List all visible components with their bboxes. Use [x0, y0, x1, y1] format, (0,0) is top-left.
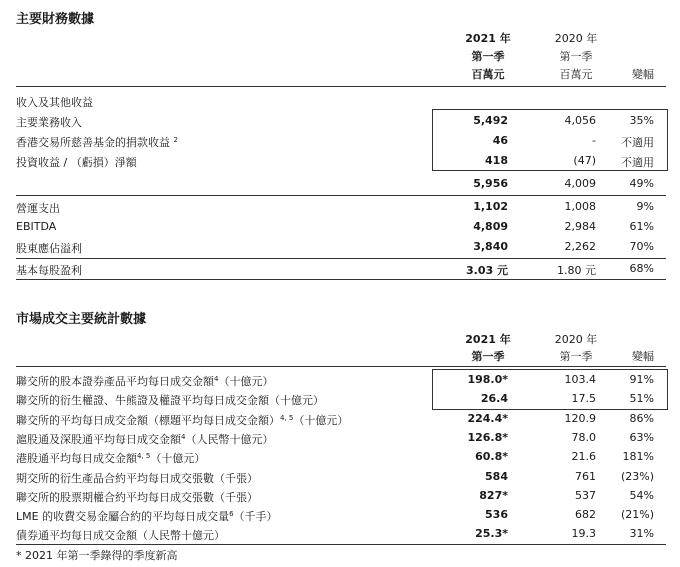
s2-row-change: (23%) — [620, 470, 654, 483]
s2-row-change: (21%) — [620, 508, 654, 521]
s2-row-2021: 224.4* — [467, 412, 508, 425]
s1-row-label: 香港交易所慈善基金的捐款收益 $^2$ — [16, 136, 178, 149]
section2-title: 市場成交主要統計數據 — [16, 312, 147, 327]
s2-row-label: 期交所的衍生產品合約平均每日成交張數（千張） — [16, 472, 258, 485]
s1-row-2021: 3,840 — [473, 240, 508, 253]
s2-row-label: 聯交所的股票期權合約平均每日成交張數（千張） — [16, 491, 258, 504]
s1-col2020-quarter: 第一季 — [559, 50, 593, 63]
footnote: * 2021 年第一季錄得的季度新高 — [16, 549, 178, 562]
s2-row-change: 54% — [629, 489, 654, 502]
s2-change-header: 變幅 — [632, 350, 654, 363]
s2-col2020-year: 2020 年 — [554, 333, 598, 346]
s2-row-2020: 120.9 — [564, 412, 596, 425]
s2-row-label: 聯交所的股本證券產品平均每日成交金額$^4$（十億元） — [16, 375, 274, 388]
s1-eps-rule-top — [16, 258, 666, 259]
s1-row-label: 營運支出 — [16, 202, 60, 215]
section1-title: 主要財務數據 — [16, 12, 95, 27]
s1-subtotal-2020: 4,009 — [564, 177, 596, 190]
s2-row-2021: 60.8* — [475, 450, 508, 463]
s1-row-change: 不適用 — [621, 156, 654, 169]
s2-row-2021: 198.0* — [467, 373, 508, 386]
s2-row-2021: 584 — [485, 470, 508, 483]
s2-row-label: 滬股通及深股通平均每日成交金額$^4$（人民幣十億元） — [16, 433, 274, 446]
s2-row-2021: 26.4 — [480, 392, 508, 405]
s1-row-change: 61% — [629, 220, 654, 233]
s2-col2020-quarter: 第一季 — [559, 350, 593, 363]
s2-row-2020: 21.6 — [571, 450, 596, 463]
s2-row-change: 86% — [629, 412, 654, 425]
s1-row-2021: 5,492 — [473, 114, 508, 127]
s1-row-change: 70% — [629, 240, 654, 253]
s2-row-2020: 17.5 — [571, 392, 596, 405]
s2-row-change: 31% — [629, 527, 654, 540]
s2-row-2020: 761 — [575, 470, 596, 483]
s1-group-label: 收入及其他收益 — [16, 96, 93, 109]
s2-row-change: 51% — [629, 392, 654, 405]
s1-row-2020: (47) — [573, 154, 596, 167]
s1-col2021-unit: 百萬元 — [471, 68, 505, 81]
s1-row-2020: 2,262 — [564, 240, 596, 253]
s2-row-label: 聯交所的平均每日成交金額（標題平均每日成交金額）$^{4, 5}$（十億元） — [16, 414, 349, 427]
s1-row-change: 35% — [629, 114, 654, 127]
s1-row-label: 投資收益 / （虧損）淨額 — [16, 156, 137, 169]
s2-row-2021: 126.8* — [467, 431, 508, 444]
s1-row-change: 不適用 — [621, 136, 654, 149]
s2-row-label: LME 的收費交易金屬合約的平均每日成交量$^6$（千手） — [16, 510, 278, 523]
s1-row-2021: 4,809 — [473, 220, 508, 233]
s2-col2021-quarter: 第一季 — [471, 350, 505, 363]
s2-row-2020: 78.0 — [571, 431, 596, 444]
s2-row-change: 181% — [622, 450, 654, 463]
s1-row-2021: 418 — [485, 154, 508, 167]
s2-row-change: 91% — [629, 373, 654, 386]
s2-row-label: 聯交所的衍生權證、牛熊證及權證平均每日成交金額（十億元） — [16, 394, 324, 407]
s1-col2020-unit: 百萬元 — [559, 68, 593, 81]
s2-row-label: 港股通平均每日成交金額$^{4, 5}$（十億元） — [16, 452, 206, 465]
s1-header-rule — [16, 86, 666, 87]
s1-row-label: 股東應佔溢利 — [16, 242, 82, 255]
s1-row-2020: 1.80 元 — [557, 264, 596, 277]
s2-row-change: 63% — [629, 431, 654, 444]
s1-row-2021: 1,102 — [473, 200, 508, 213]
s2-row-2020: 19.3 — [571, 527, 596, 540]
s2-row-label: 債券通平均每日成交金額（人民幣十億元） — [16, 529, 225, 542]
s1-row-label: EBITDA — [16, 220, 57, 233]
s2-row-2020: 537 — [575, 489, 596, 502]
s2-col2021-year: 2021 年 — [465, 333, 511, 346]
s1-col2020-year: 2020 年 — [554, 32, 598, 45]
s1-row-label: 主要業務收入 — [16, 116, 82, 129]
s2-bottom-rule — [16, 544, 666, 545]
s1-row-label: 基本每股盈利 — [16, 264, 82, 277]
s1-row-2020: - — [592, 134, 596, 147]
s1-col2021-quarter: 第一季 — [471, 50, 505, 63]
s2-row-2020: 682 — [575, 508, 596, 521]
s1-row-change: 68% — [629, 262, 654, 275]
s1-subtotal-2021: 5,956 — [473, 177, 508, 190]
s1-row-2021: 46 — [492, 134, 508, 147]
s2-row-2021: 536 — [485, 508, 508, 521]
s2-row-2021: 25.3* — [475, 527, 508, 540]
s2-row-2020: 103.4 — [564, 373, 596, 386]
s1-row-2020: 2,984 — [564, 220, 596, 233]
s1-eps-rule-bottom — [16, 279, 666, 280]
s1-change-header: 變幅 — [632, 68, 654, 81]
s2-header-rule — [16, 366, 666, 367]
s1-col2021-year: 2021 年 — [465, 32, 511, 45]
s2-row-2021: 827* — [479, 489, 508, 502]
s1-subtotal-rule — [16, 195, 666, 196]
s1-row-2020: 4,056 — [564, 114, 596, 127]
s1-row-2021: 3.03 元 — [466, 264, 508, 277]
s1-row-2020: 1,008 — [564, 200, 596, 213]
s1-subtotal-change: 49% — [629, 177, 654, 190]
s1-row-change: 9% — [636, 200, 654, 213]
